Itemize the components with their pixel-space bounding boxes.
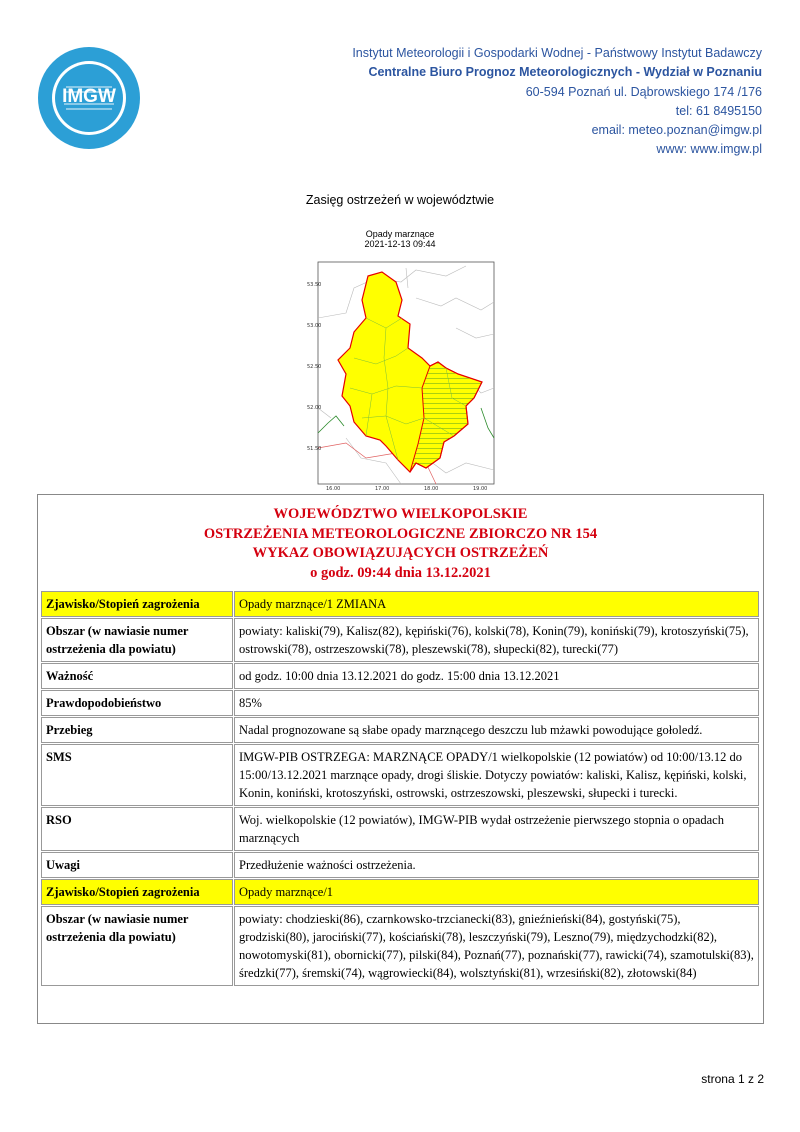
warning-row-label: Przebieg	[41, 717, 233, 743]
warning-row	[41, 663, 759, 689]
warning-row-value: 85%	[234, 690, 759, 716]
y-tick-4: 52.00	[307, 405, 322, 411]
warning-row-label: RSO	[41, 807, 233, 851]
warning-row-value: powiaty: chodzieski(86), czarnkowsko-trzcianecki(83), gnieźnieński(84), gostyński(75), grodziski(80), jarociński(77), kościański(78), leszczyński(79), Leszno(79), międzychodzki(82), nowotomyski(81), obornicki(77), pilski(84), Poznań(77), poznański(77), rawicki(74), szamotulski(83), średzki(77), śremski(74), wągrowiecki(84), wolsztyński(81), wrzesiński(82), złotowski(84)	[234, 906, 759, 986]
warning-row	[41, 744, 759, 806]
warning-row-value: IMGW-PIB OSTRZEGA: MARZNĄCE OPADY/1 wielkopolskie (12 powiatów) od 10:00/13.12 do 15:00/13.12.2021 marznące opady, drogi śliskie. Dotyczy powiatów: kaliski, Kalisz, kępiński, kolski, Konin, koniński, krotoszyński, ostrowski, ostrzeszowski, pleszewski, słupecki i turecki.	[234, 744, 759, 806]
warning-row-label: Ważność	[41, 663, 233, 689]
warning-row	[41, 879, 759, 905]
institute-name: Instytut Meteorologii i Gospodarki Wodnej - Państwowy Instytut Badawczy	[352, 46, 762, 60]
warning-row-value: Przedłużenie ważności ostrzeżenia.	[234, 852, 759, 878]
warning-row-label: Zjawisko/Stopień zagrożenia	[41, 879, 233, 905]
warning-row	[41, 690, 759, 716]
warning-row-value: Nadal prognozowane są słabe opady marznącego deszczu lub mżawki powodujące gołoledź.	[234, 717, 759, 743]
warning-row	[41, 618, 759, 662]
warning-row	[41, 852, 759, 878]
x-tick-4: 19.00	[473, 486, 488, 490]
x-tick-2: 17.00	[375, 486, 390, 490]
office-name: Centralne Biuro Prognoz Meteorologicznych - Wydział w Poznaniu	[368, 65, 762, 80]
warning-row	[41, 717, 759, 743]
warning-bulletin: OSTRZEŻENIA METEOROLOGICZNE ZBIORCZO NR 154	[203, 525, 598, 542]
map-timestamp: 2021-12-13 09:44	[364, 239, 436, 249]
warning-summary	[37, 494, 764, 1024]
map-caption	[0, 229, 800, 249]
email[interactable]: email: meteo.poznan@imgw.pl	[591, 123, 762, 138]
website[interactable]: www: www.imgw.pl	[656, 142, 762, 157]
warning-row	[41, 807, 759, 851]
warning-row-label: Obszar (w nawiasie numer ostrzeżenia dla powiatu)	[41, 618, 233, 662]
warning-region: WOJEWÓDZTWO WIELKOPOLSKIE	[273, 506, 528, 522]
x-tick-3: 18.00	[424, 486, 439, 490]
warning-row	[41, 906, 759, 986]
warning-row-label: Obszar (w nawiasie numer ostrzeżenia dla powiatu)	[41, 906, 233, 986]
y-tick-2: 53.00	[307, 323, 322, 329]
warning-row	[41, 591, 759, 617]
phone: tel: 61 8495150	[675, 103, 762, 118]
warning-heading	[38, 495, 763, 583]
warning-row-value: Opady marznące/1	[234, 879, 759, 905]
map-section-title: Zasięg ostrzeżeń w województwie	[305, 193, 495, 207]
warning-row-label: Uwagi	[41, 852, 233, 878]
warning-row-label: Prawdopodobieństwo	[41, 690, 233, 716]
warning-table	[40, 590, 760, 987]
y-tick-1: 53.50	[307, 282, 322, 288]
x-tick-1: 16.00	[326, 486, 341, 490]
warning-row-value: Woj. wielkopolskie (12 powiatów), IMGW-PIB wydał ostrzeżenie pierwszego stopnia o opadach marznących	[234, 807, 759, 851]
logo-text: IMGW	[62, 86, 116, 107]
warning-row-label: Zjawisko/Stopień zagrożenia	[41, 591, 233, 617]
address: 60-594 Poznań ul. Dąbrowskiego 174 /176	[525, 84, 762, 99]
map-phenomenon: Opady marznące	[365, 229, 435, 239]
warning-issued: o godz. 09:44 dnia 13.12.2021	[310, 564, 491, 581]
warning-row-value: powiaty: kaliski(79), Kalisz(82), kępiński(76), kolski(78), Konin(79), koniński(79), krotoszyński(75), ostrowski(78), ostrzeszowski(78), pleszewski(78), słupecki(82), turecki(77)	[234, 618, 759, 662]
imgw-logo	[36, 45, 142, 151]
page-number: strona 1 z 2	[701, 1072, 764, 1086]
y-tick-5: 51.50	[307, 446, 322, 452]
warning-list-title: WYKAZ OBOWIĄZUJĄCYCH OSTRZEŻEŃ	[252, 545, 549, 561]
y-tick-3: 52.50	[307, 364, 322, 370]
warning-row-value: Opady marznące/1 ZMIANA	[234, 591, 759, 617]
warning-row-value: od godz. 10:00 dnia 13.12.2021 do godz. 15:00 dnia 13.12.2021	[234, 663, 759, 689]
institute-header	[352, 44, 762, 160]
warning-map	[306, 258, 496, 490]
warning-row-label: SMS	[41, 744, 233, 806]
